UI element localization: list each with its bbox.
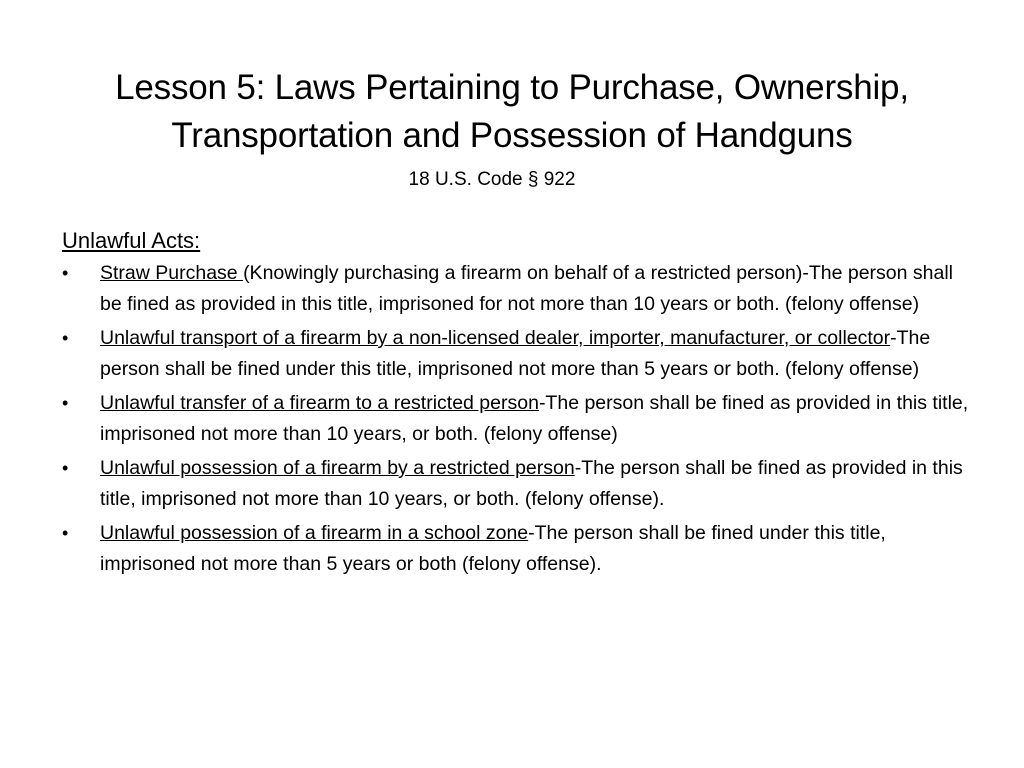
section-heading: Unlawful Acts: (62, 228, 201, 253)
list-item (62, 258, 972, 319)
item-description: -The person shall be fined under this title, imprisoned not more than 5 years or both. (felony offense) (100, 327, 931, 380)
list-item (62, 388, 972, 449)
bullet-icon: • (62, 328, 69, 348)
bullet-icon: • (62, 458, 69, 478)
slide-title-line-1: Lesson 5: Laws Pertaining to Purchase, Ownership, (115, 68, 909, 107)
item-term: Unlawful transfer of a firearm to a restricted person (100, 392, 539, 414)
bullet-icon: • (62, 263, 69, 283)
item-description: (Knowingly purchasing a firearm on behalf of a restricted person)-The person shall be fined as provided in this title, imprisoned for not more than 10 years or both. (felony offense) (100, 262, 954, 315)
slide-body (62, 226, 972, 583)
list-item (62, 453, 972, 514)
item-description: -The person shall be fined under this title, imprisoned not more than 5 years or both (felony offense). (100, 522, 886, 575)
item-description: -The person shall be fined as provided in this title, imprisoned not more than 10 years, or both. (felony offense). (100, 457, 963, 510)
item-term: Unlawful possession of a firearm by a restricted person (100, 457, 575, 479)
item-term: Unlawful transport of a firearm by a non-licensed dealer, importer, manufacturer, or collector (100, 327, 891, 349)
item-term: Straw Purchase (100, 262, 244, 284)
list-item (62, 323, 972, 384)
list-item (62, 518, 972, 579)
slide-title (40, 64, 984, 160)
item-description: -The person shall be fined as provided in this title, imprisoned not more than 10 years, or both. (felony offense) (100, 392, 969, 445)
bullet-list (62, 258, 972, 579)
slide-title-line-2: Transportation and Possession of Handguns (171, 116, 853, 155)
slide-subtitle: 18 U.S. Code § 922 (408, 169, 576, 190)
bullet-icon: • (62, 393, 69, 413)
bullet-icon: • (62, 523, 69, 543)
item-term: Unlawful possession of a firearm in a school zone (100, 522, 529, 544)
